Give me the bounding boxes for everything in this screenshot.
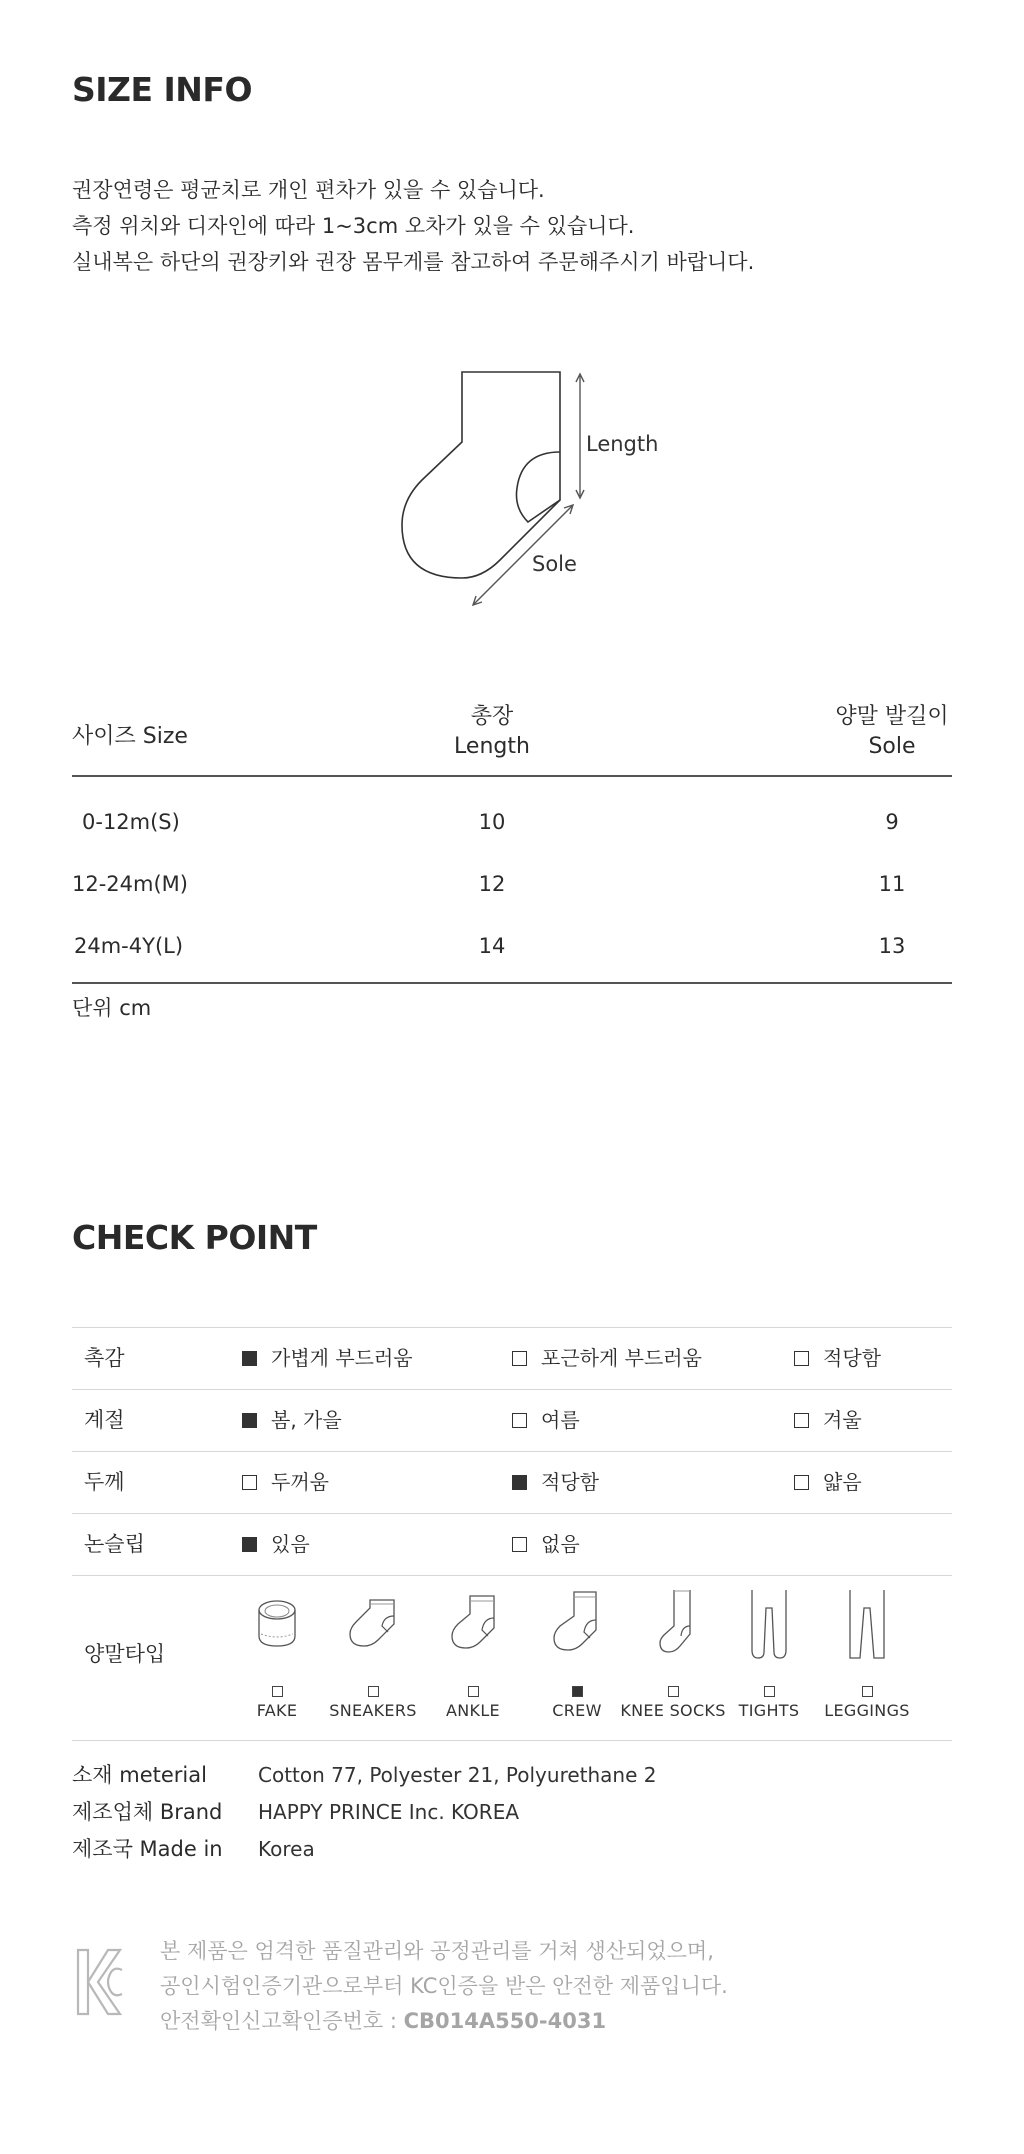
kc-logo-icon: [74, 1946, 126, 2018]
check-row-season: 계절 봄, 가을 여름 겨울: [72, 1390, 952, 1451]
tights-icon: [714, 1590, 824, 1676]
divider: [72, 1740, 952, 1741]
type-checkbox: [272, 1686, 283, 1697]
checkbox-checked: [242, 1537, 257, 1552]
knee-sock-icon: [618, 1590, 728, 1670]
type-checkbox: [862, 1686, 873, 1697]
ankle-sock-icon: [418, 1590, 528, 1670]
sock-type-ankle: ANKLE: [418, 1576, 528, 1739]
unit-note: 단위 cm: [72, 996, 152, 1020]
type-checkbox: [764, 1686, 775, 1697]
crew-sock-icon: [522, 1590, 632, 1670]
option: 없음: [512, 1514, 580, 1575]
table-row: 0-12m(S) 10 9: [82, 810, 899, 834]
sock-measurement-diagram: [390, 360, 680, 620]
type-checkbox-checked: [572, 1686, 583, 1697]
header-length: 총장 Length: [454, 704, 530, 759]
checkbox-unchecked: [242, 1475, 257, 1490]
sock-type-tights: TIGHTS: [714, 1576, 824, 1739]
size-table-header: [72, 700, 952, 772]
size-info-title: SIZE INFO: [72, 70, 252, 109]
spec-label-brand: 제조업체 Brand: [72, 1800, 223, 1824]
check-row-thickness: 두께 두꺼움 적당함 얇음: [72, 1452, 952, 1513]
checkbox-unchecked: [512, 1413, 527, 1428]
checkbox-unchecked: [512, 1351, 527, 1366]
sock-outline-icon: [390, 360, 680, 620]
sock-type-sneakers: SNEAKERS: [318, 1576, 428, 1739]
checkbox-checked: [242, 1351, 257, 1366]
option: 있음: [242, 1514, 310, 1575]
table-divider: [72, 775, 952, 777]
option: 두꺼움: [242, 1452, 329, 1513]
option: 봄, 가을: [242, 1390, 342, 1451]
spec-label-origin: 제조국 Made in: [72, 1837, 223, 1861]
option: 얇음: [794, 1452, 862, 1513]
checkbox-checked: [512, 1475, 527, 1490]
size-info-notes: [72, 172, 754, 280]
spec-label-material: 소재 meterial: [72, 1763, 207, 1787]
checkbox-unchecked: [794, 1475, 809, 1490]
fake-sock-icon: [222, 1590, 332, 1670]
type-checkbox: [368, 1686, 379, 1697]
sneakers-sock-icon: [318, 1590, 428, 1670]
spec-value-origin: Korea: [258, 1837, 315, 1861]
sock-type-fake: FAKE: [222, 1576, 332, 1739]
note-line: 실내복은 하단의 권장키와 권장 몸무게를 참고하여 주문해주시기 바랍니다.: [72, 250, 755, 274]
sole-label: Sole: [532, 552, 577, 576]
type-checkbox: [668, 1686, 679, 1697]
option: 적당함: [512, 1452, 599, 1513]
leggings-icon: [812, 1590, 922, 1676]
table-row: 12-24m(M) 12 11: [72, 872, 906, 896]
header-size: 사이즈 Size: [72, 724, 188, 749]
note-line: 측정 위치와 디자인에 따라 1~3cm 오차가 있을 수 있습니다.: [72, 214, 635, 238]
checkbox-unchecked: [794, 1351, 809, 1366]
table-bottom-rule: [72, 982, 952, 984]
sock-type-leggings: LEGGINGS: [812, 1576, 922, 1739]
certification-text: 본 제품은 엄격한 품질관리와 공정관리를 거쳐 생산되었으며, 공인시험인증기관으로부터 KC인증을 받은 안전한 제품입니다. 안전확인신고확인증번호 : CB014A550-4031: [160, 1934, 728, 2039]
checkbox-checked: [242, 1413, 257, 1428]
header-sole: 양말 발길이 Sole: [835, 704, 949, 759]
option: 여름: [512, 1390, 580, 1451]
checkbox-unchecked: [794, 1413, 809, 1428]
spec-value-brand: HAPPY PRINCE Inc. KOREA: [258, 1800, 520, 1824]
length-label: Length: [586, 432, 659, 456]
sock-type-knee: KNEE SOCKS: [618, 1576, 728, 1739]
sock-type-row: 양말타입 FAKE SNEAKERS ANKLE CREW KNEE SOCKS TIGHTS LEGGINGS: [72, 1576, 952, 1739]
spec-value-material: Cotton 77, Polyester 21, Polyurethane 2: [258, 1763, 657, 1787]
option: 포근하게 부드러움: [512, 1328, 702, 1389]
table-row: 24m-4Y(L) 14 13: [74, 934, 906, 958]
check-row-texture: 촉감 가볍게 부드러움 포근하게 부드러움 적당함: [72, 1328, 952, 1389]
option: 가볍게 부드러움: [242, 1328, 413, 1389]
checkbox-unchecked: [512, 1537, 527, 1552]
option: 겨울: [794, 1390, 862, 1451]
check-row-nonslip: 논슬립 있음 없음: [72, 1514, 952, 1575]
option: 적당함: [794, 1328, 881, 1389]
check-point-title: CHECK POINT: [72, 1218, 317, 1257]
cert-number-line: 안전확인신고확인증번호 : CB014A550-4031: [160, 2009, 607, 2033]
type-checkbox: [468, 1686, 479, 1697]
sock-type-crew: CREW: [522, 1576, 632, 1739]
note-line: 권장연령은 평균치로 개인 편차가 있을 수 있습니다.: [72, 178, 545, 202]
